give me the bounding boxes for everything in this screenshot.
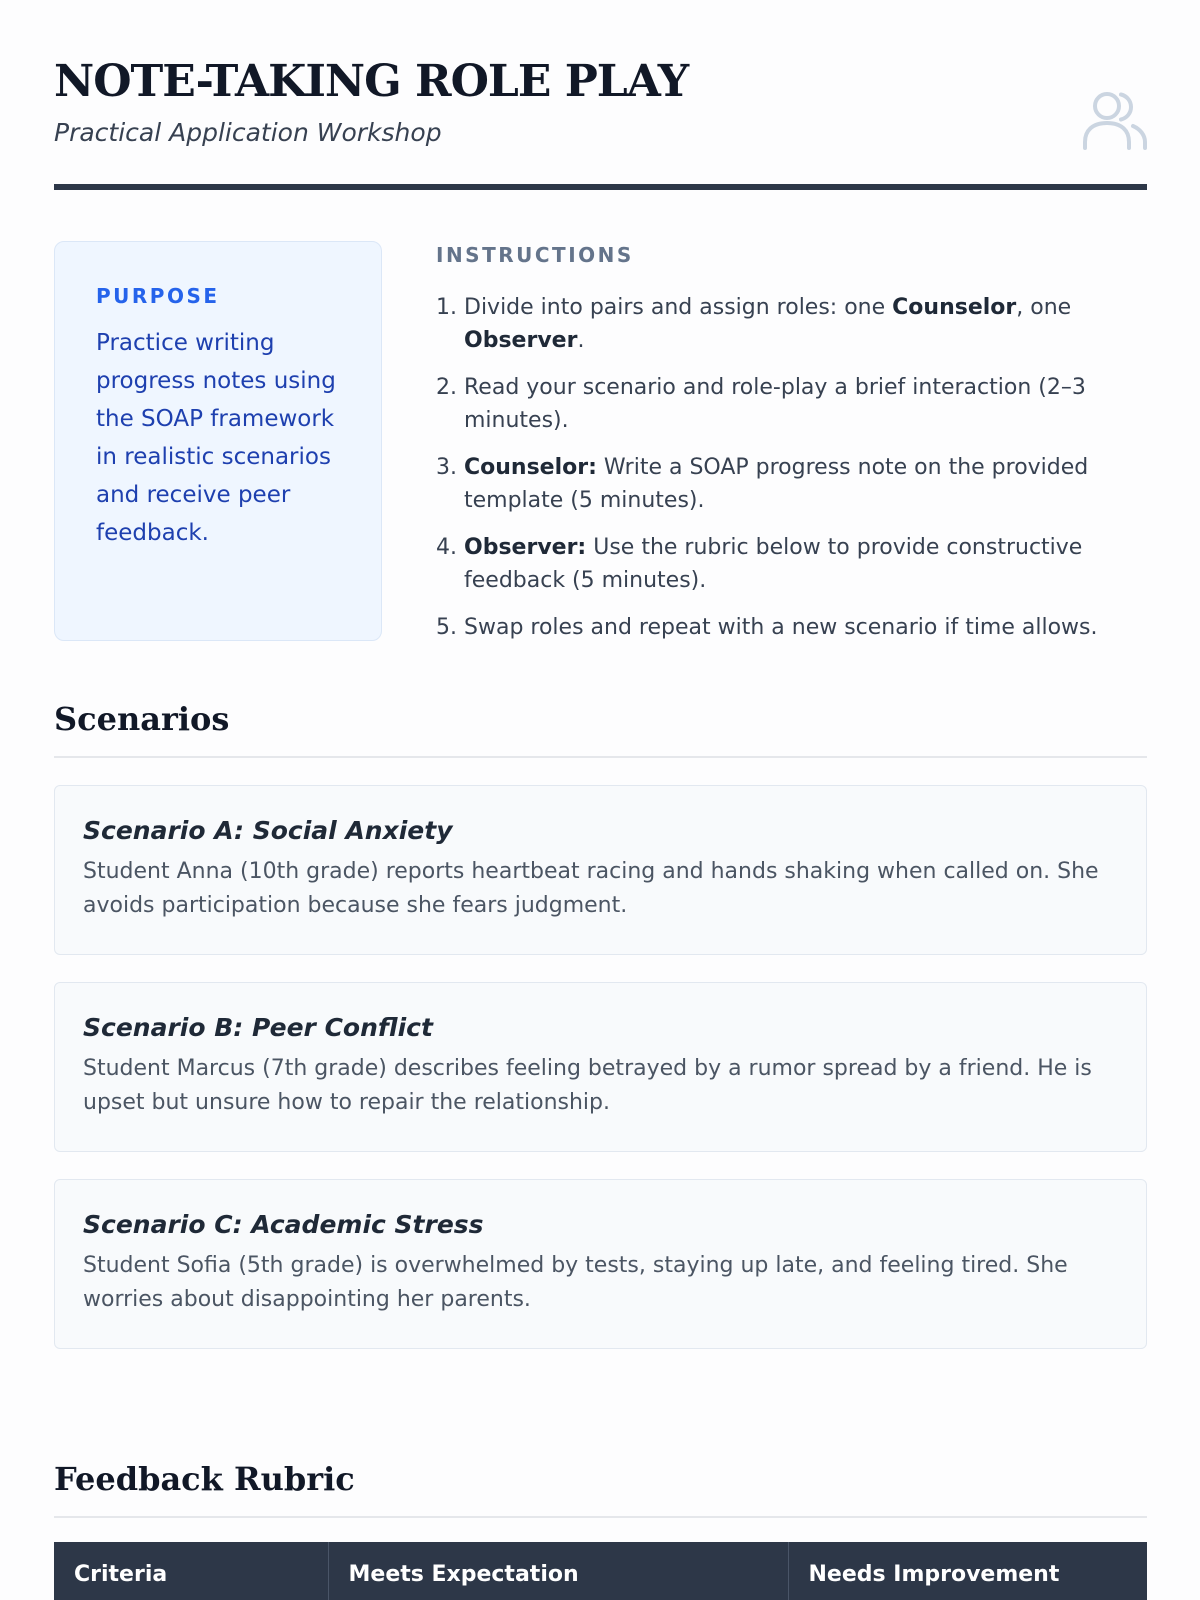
scenario-description: Student Marcus (7th grade) describes feeling betrayed by a rumor spread by a friend. He is upset but unsure how to repair the relationship.: [83, 1056, 1092, 1115]
instruction-number: 3.: [436, 455, 457, 480]
instruction-text: Read your scenario and role-play a brief interaction (2–3 minutes).: [464, 375, 1086, 433]
rubric-column-header: Criteria: [54, 1542, 328, 1600]
instructions-label: INSTRUCTIONS: [436, 243, 634, 267]
instruction-item: [436, 371, 1147, 437]
rubric-table: [54, 1542, 1147, 1600]
instruction-text: Write a SOAP progress note on the provided template (5 minutes).: [464, 455, 1089, 513]
instruction-number: 4.: [436, 535, 457, 560]
rubric-column-header: Needs Improvement: [788, 1542, 1147, 1600]
instruction-number: 2.: [436, 375, 457, 400]
instruction-number: 1.: [436, 295, 457, 320]
instruction-item: [436, 531, 1147, 597]
instruction-text: , one: [1016, 295, 1072, 320]
instruction-text: Divide into pairs and assign roles: one: [464, 295, 893, 320]
instruction-bold: Observer:: [464, 535, 587, 560]
rubric-header-row: [54, 1542, 1147, 1600]
workshop-page: [54, 0, 1147, 1600]
purpose-text: Practice writing progress notes using the SOAP framework in realistic scenarios and receive peer feedback.: [96, 330, 336, 546]
rubric-heading: Feedback Rubric: [54, 1460, 1147, 1518]
scenario-card: [54, 982, 1147, 1152]
page-title: NOTE-TAKING ROLE PLAY: [54, 56, 689, 107]
instructions-list: [436, 291, 1147, 644]
instruction-item: [436, 611, 1147, 644]
instruction-item: [436, 451, 1147, 517]
instruction-text: .: [577, 328, 585, 353]
page-header: [54, 56, 1147, 190]
instruction-text: Swap roles and repeat with a new scenario if time allows.: [464, 615, 1098, 640]
instructions-panel: [436, 241, 1147, 658]
scenario-title: Scenario B: Peer Conflict: [83, 1013, 433, 1042]
instruction-bold: Counselor:: [464, 455, 597, 480]
scenarios-heading: Scenarios: [54, 700, 1147, 758]
users-icon: [1083, 90, 1147, 150]
scenario-card: [54, 785, 1147, 955]
instruction-text: Use the rubric below to provide constructive feedback (5 minutes).: [464, 535, 1083, 593]
scenario-description: Student Anna (10th grade) reports heartbeat racing and hands shaking when called on. She avoids participation because she fears judgment.: [83, 859, 1099, 918]
instruction-number: 5.: [436, 615, 457, 640]
purpose-box: [54, 241, 382, 641]
instruction-bold: Counselor: [892, 295, 1017, 320]
page-subtitle: Practical Application Workshop: [54, 118, 442, 147]
scenario-title: Scenario C: Academic Stress: [83, 1210, 484, 1239]
scenario-title: Scenario A: Social Anxiety: [83, 816, 453, 845]
instruction-bold: Observer: [464, 328, 578, 353]
instruction-item: [436, 291, 1147, 357]
scenario-description: Student Sofia (5th grade) is overwhelmed by tests, staying up late, and feeling tired. She worries about disappointing her parents.: [83, 1253, 1068, 1312]
scenario-card: [54, 1179, 1147, 1349]
purpose-label: PURPOSE: [96, 284, 220, 308]
rubric-column-header: Meets Expectation: [328, 1542, 788, 1600]
